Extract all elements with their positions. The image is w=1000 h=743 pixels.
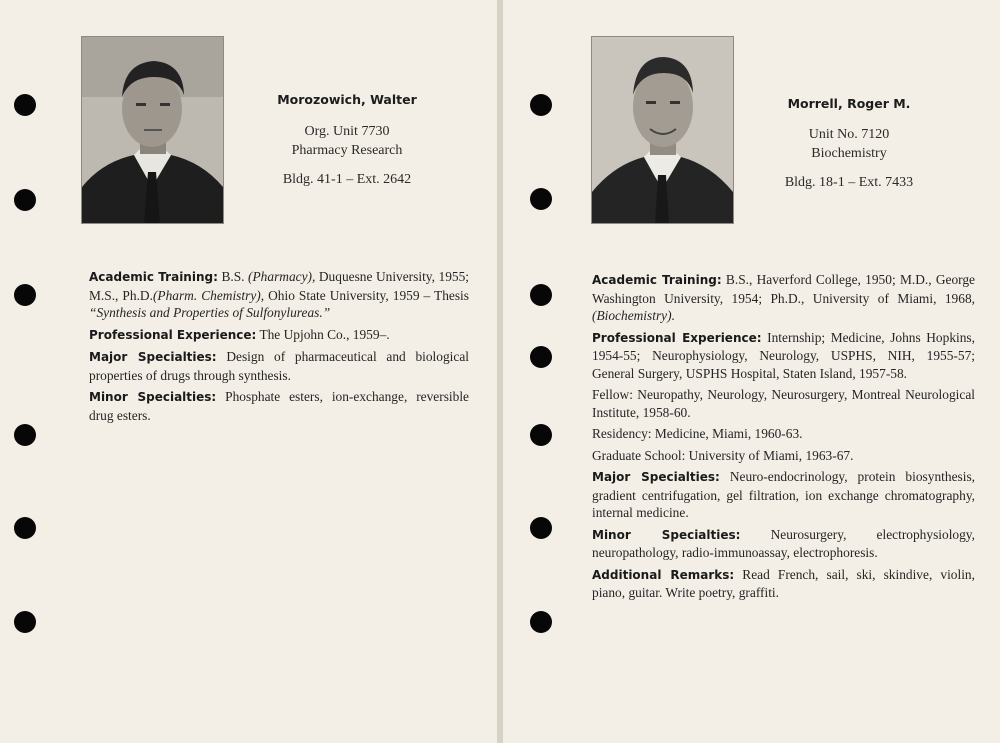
professional-experience: Professional Experience: The Upjohn Co., 1959–. (89, 326, 390, 342)
additional-remarks: Additional Remarks: Read French, sail, ski, skindive, violin, piano, guitar. Write poetry, graffiti. (592, 566, 975, 600)
additional-remarks-label: Additional Remarks: (592, 567, 735, 582)
academic-training-label: Academic Training: (89, 270, 218, 284)
portrait-image (592, 37, 733, 223)
graduate-school: Graduate School: University of Miami, 1963-67. (592, 447, 854, 463)
portrait-image (82, 37, 223, 223)
binder-hole (530, 346, 552, 368)
biography (592, 271, 975, 606)
employee-name: Morrell, Roger M. (787, 96, 911, 111)
binder-hole (530, 284, 552, 306)
binder-hole (530, 94, 552, 116)
binder-hole (14, 94, 36, 116)
department: Biochemistry (811, 146, 887, 161)
major-specialties: Major Specialties: Design of pharmaceutical and biological properties of drugs through synthesis. (89, 349, 469, 383)
binder-hole (14, 611, 36, 633)
portrait-photo (81, 36, 224, 224)
minor-specialties: Minor Specialties: Phosphate esters, ion-exchange, reversible drug esters. (89, 389, 469, 423)
major-specialties-label: Major Specialties: (89, 350, 217, 364)
employee-name: Morozowich, Walter (277, 92, 417, 107)
portrait-photo (591, 36, 734, 224)
department: Pharmacy Research (291, 143, 403, 158)
binder-hole (530, 517, 552, 539)
academic-training: Academic Training: B.S. (Pharmacy), Duquesne University, 1955; M.S., Ph.D.(Pharm. Chemistry), Ohio State University, 1959 – Thesis “Synthesis and Properties of Sulfonylureas.” (89, 269, 469, 320)
professional-experience: Professional Experience: Internship; Medicine, Johns Hopkins, 1954-55; Neurophysiology, Neurology, USPHS, NIH, 1955-57; General Surgery, USPHS Hospital, Staten Island, 1957-58. (592, 329, 975, 381)
org-unit: Org. Unit 7730 (304, 124, 390, 139)
org-unit: Unit No. 7120 (808, 127, 890, 142)
major-specialties: Major Specialties: Neuro-endocrinology, protein biosynthesis, gradient centrifugation, gel filtration, ion exchange chromatography, internal medicine. (592, 469, 975, 520)
binder-hole (14, 189, 36, 211)
building-extension: Bldg. 18-1 – Ext. 7433 (784, 175, 914, 190)
minor-specialties-label: Minor Specialties: (89, 390, 217, 404)
binder-hole (530, 188, 552, 210)
biography (89, 268, 469, 428)
unit-info (262, 122, 432, 189)
professional-experience-label: Professional Experience: (89, 327, 257, 342)
academic-training-label: Academic Training: (592, 273, 722, 287)
left-page (0, 0, 497, 743)
minor-specialties: Minor Specialties: Neurosurgery, electrophysiology, neuropathology, radio-immunoassay, electrophoresis. (592, 526, 975, 560)
binder-hole (530, 424, 552, 446)
binder-hole (14, 424, 36, 446)
binder-hole (530, 611, 552, 633)
binder-hole (14, 517, 36, 539)
binder-hole (14, 284, 36, 306)
building-extension: Bldg. 41-1 – Ext. 2642 (282, 172, 412, 187)
minor-specialties-label: Minor Specialties: (592, 527, 741, 542)
professional-experience-label: Professional Experience: (592, 330, 762, 345)
unit-info (759, 125, 939, 192)
fellow: Fellow: Neuropathy, Neurology, Neurosurgery, Montreal Neurological Institute, 1958-60. (592, 387, 975, 420)
residency: Residency: Medicine, Miami, 1960-63. (592, 426, 803, 441)
right-page (503, 0, 1000, 743)
academic-training: Academic Training: B.S., Haverford College, 1950; M.D., George Washington University, 1954; Ph.D., University of Miami, 1968, (Biochemistry). (592, 272, 975, 323)
major-specialties-label: Major Specialties: (592, 470, 720, 484)
